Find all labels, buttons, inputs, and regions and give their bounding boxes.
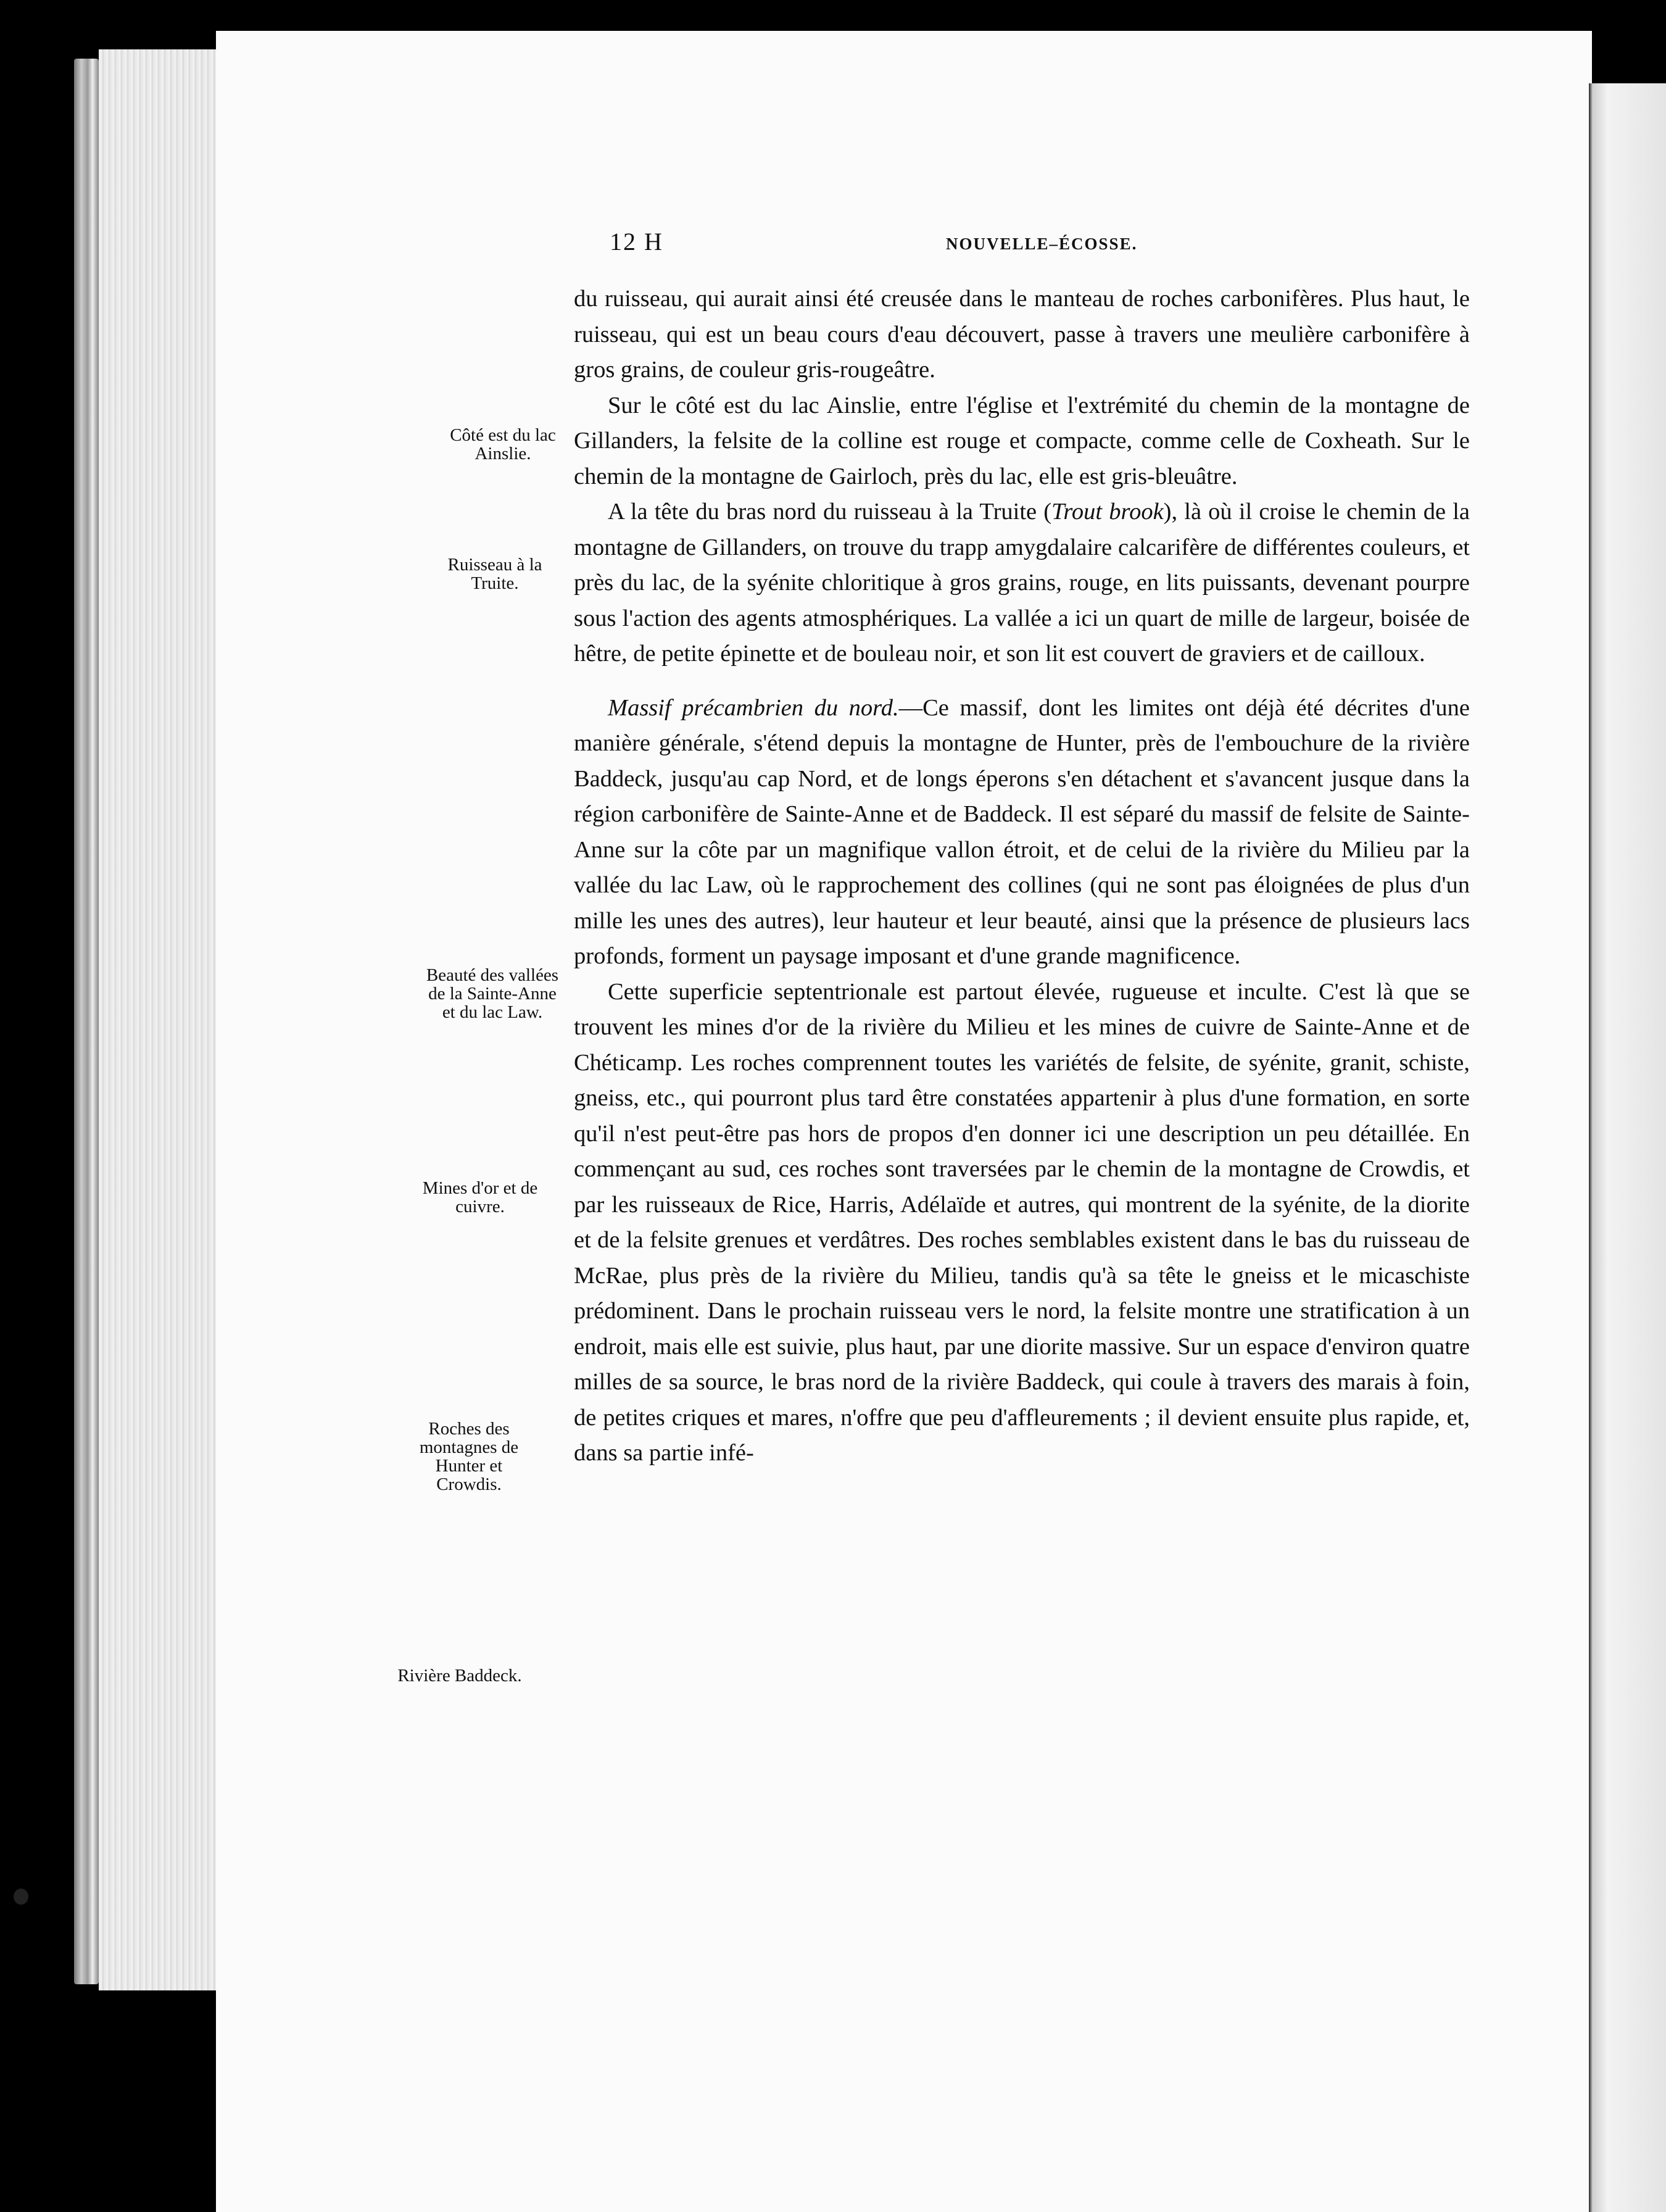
margin-note: Ruisseau à la Truite. [447,555,542,593]
paragraph-text: —Ce massif, dont les limites ont déjà été décrites d'une manière générale, s'étend depuis la montagne de Hunter, près de l'embouchure de la rivière Baddeck, jusqu'au cap Nord, et de longs éperons s'en détachent et s'avancent jusque dans la région carbonifère de Sainte-Anne et de Baddeck. Il est séparé du massif de felsite de Sainte-Anne sur la côte par un magnifique vallon étroit, et de celui de la rivière du Milieu par la vallée du lac Law, où le rapprochement des collines (qui ne sont pas éloignées de plus d'un mille les unes des autres), leur hauteur et leur beauté, ainsi que la présence de plusieurs lacs profonds, forment un paysage imposant et d'une grande magnificence. [574,694,1470,969]
paragraph-text: ), là où il croise le chemin de la montagne de Gillanders, on trouve du trapp amygdalaire calcarifère de différentes couleurs, et près du lac, de la syénite chloritique à gros grains, rouge, en lits puissants, devenant pourpre sous l'action des agents atmosphériques. La vallée a ici un quart de mille de largeur, boisée de hêtre, de petite épinette et de bouleau noir, et son lit est couvert de graviers et de cailloux. [574,499,1470,667]
page-stack-edge [74,59,99,1984]
margin-note: Côté est du lac Ainslie. [450,425,556,464]
paragraph [574,388,1470,495]
page-number: 12 H [610,228,663,256]
margin-note: Roches des montagnes de Hunter et Crowdis. [419,1419,519,1494]
margin-note: Rivière Baddeck. [397,1666,522,1686]
paragraph [574,691,1470,975]
paragraph [574,494,1470,672]
paragraph: du ruisseau, qui aurait ainsi été creusée dans le manteau de roches carbonifères. Plus haut, le ruisseau, qui est un beau cours d'eau découvert, passe à travers une meulière carbonifère à gros grains, de couleur gris-rougeâtre. [574,286,1470,383]
paragraph [574,975,1470,1471]
paragraph-text: Sur le côté est du lac Ainslie, entre l'église et l'extrémité du chemin de la montagne de Gillanders, la felsite de la colline est rouge et compacte, comme celle de Coxheath. Sur le chemin de la montagne de Gairloch, près du lac, elle est gris-bleuâtre. [574,392,1470,489]
margin-note: Mines d'or et de cuivre. [422,1178,538,1216]
section-heading: Massif précambrien du nord. [608,694,899,721]
scan-speck [14,1889,28,1905]
page-stack-layers [99,49,228,1990]
facing-page-edge [1589,83,1666,2212]
body-text [574,281,1470,1471]
margin-note: Beauté des vallées de la Sainte-Anne et du lac Law. [426,965,559,1022]
paragraph-text: A la tête du bras nord du ruisseau à la Truite ( [608,499,1052,525]
italic-term: Trout brook [1051,499,1164,525]
running-title: NOUVELLE–ÉCOSSE. [946,235,1138,253]
page-header [610,227,1443,264]
paragraph-text: Cette superficie septentrionale est partout élevée, rugueuse et inculte. C'est là que se trouvent les mines d'or de la rivière du Milieu et les mines de cuivre de Sainte-Anne et de Chéticamp. Les roches comprennent toutes les variétés de felsite, de syénite, granit, schiste, gneiss, etc., qui pourront plus tard être constatées appartenir à plus d'une formation, en sorte qu'il n'est peut-être pas hors de propos d'en donner ici une description un peu détaillée. En commençant au sud, ces roches sont traversées par le chemin de la montagne de Crowdis, et par les ruisseaux de Rice, Harris, Adélaïde et autres, qui montrent de la syénite, de la diorite et de la felsite grenues et verdâtres. Des roches semblables existent dans le bas du ruisseau de McRae, plus près de la rivière du Milieu, tandis qu'à sa tête le gneiss et le micaschiste prédominent. Dans le prochain ruisseau vers le nord, la felsite montre une stratification à un endroit, mais elle est suivie, plus haut, par une diorite massive. Sur un espace d'environ quatre milles de sa source, le bras nord de la rivière Baddeck, qui coule à travers des marais à foin, de petites criques et mares, n'offre que peu d'affleurements ; il devient ensuite plus rapide, et, dans sa partie infé- [574,978,1470,1466]
